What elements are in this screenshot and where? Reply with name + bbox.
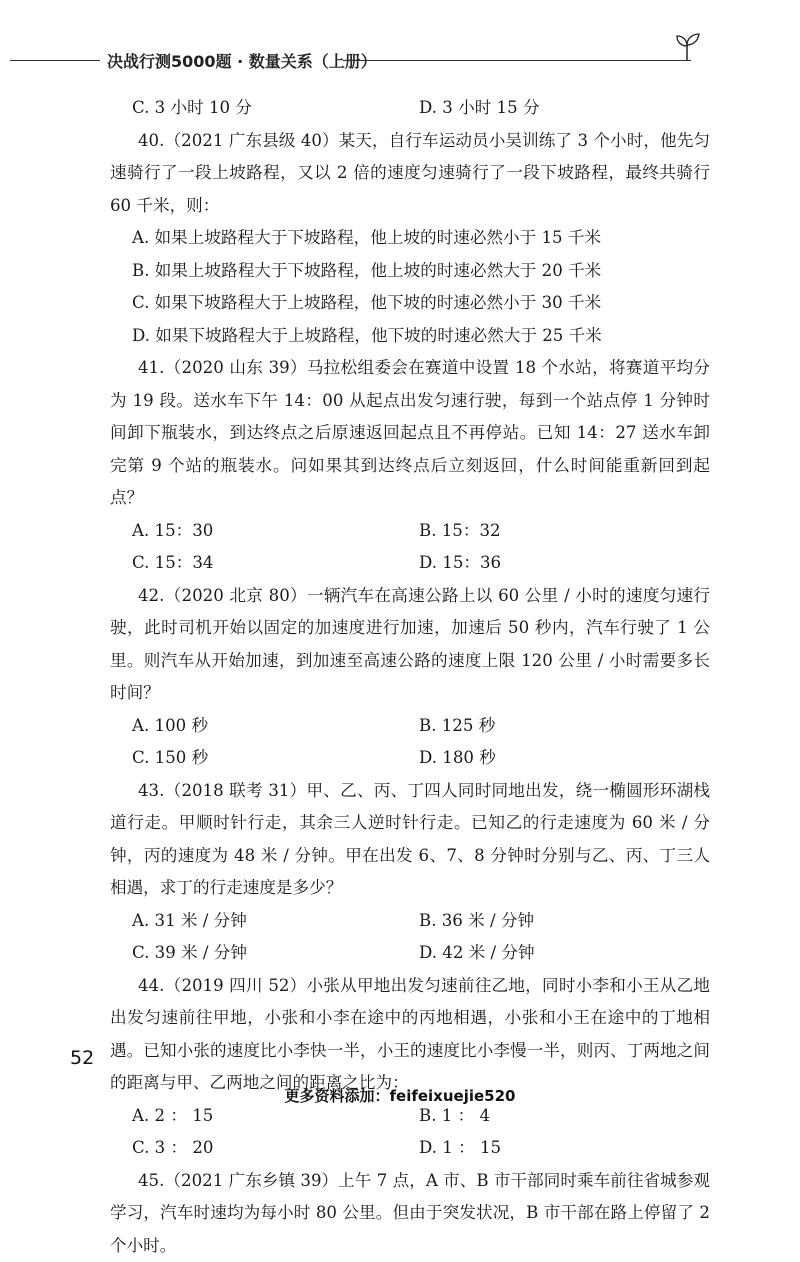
question-40-text: 40.（2021 广东县级 40）某天，自行车运动员小吴训练了 3 个小时，他先匀速骑行了一段上坡路程，又以 2 倍的速度匀速骑行了一段下坡路程，最终共骑行 60 千米，则： [110, 131, 710, 215]
question-41 [110, 352, 710, 515]
q42-options-row-1 [110, 710, 710, 743]
options-row [110, 92, 710, 125]
q44-option-c: C. 3 ： 20 [110, 1132, 397, 1165]
q41-option-a: A. 15：30 [110, 515, 397, 548]
q41-option-c: C. 15：34 [110, 547, 397, 580]
q42-option-d: D. 180 秒 [397, 742, 496, 775]
q43-option-a: A. 31 米 / 分钟 [110, 905, 397, 938]
q44-option-a: A. 2 ： 15 [110, 1100, 397, 1133]
q40-option-b: B. 如果上坡路程大于下坡路程，他上坡的时速必然大于 20 千米 [110, 255, 710, 288]
question-43-text: 43.（2018 联考 31）甲、乙、丙、丁四人同时同地出发，绕一椭圆形环湖栈道行走。甲顺时针行走，其余三人逆时针行走。已知乙的行走速度为 60 米 / 分钟，丙的速度为 48 米 / 分钟。甲在出发 6、7、8 分钟时分别与乙、丙、丁三人相遇，求丁的行走速度是多少？ [110, 781, 710, 898]
q40-option-c: C. 如果下坡路程大于上坡路程，他下坡的时速必然小于 30 千米 [110, 287, 710, 320]
question-45-text: 45.（2021 广东乡镇 39）上午 7 点，A 市、B 市干部同时乘车前往省城参观学习，汽车时速均为每小时 80 公里。但由于突发状况，B 市干部在路上停留了 2 个小时。 [110, 1171, 710, 1255]
header-rule-left [10, 60, 100, 61]
q41-options-row-1 [110, 515, 710, 548]
q43-option-b: B. 36 米 / 分钟 [397, 905, 534, 938]
q42-option-c: C. 150 秒 [110, 742, 397, 775]
q42-options-row-2 [110, 742, 710, 775]
q44-option-b: B. 1 ： 4 [397, 1100, 490, 1133]
q43-options-row-1 [110, 905, 710, 938]
q41-option-d: D. 15：36 [397, 547, 501, 580]
q44-option-d: D. 1 ： 15 [397, 1132, 501, 1165]
question-42-text: 42.（2020 北京 80）一辆汽车在高速公路上以 60 公里 / 小时的速度匀速行驶，此时司机开始以固定的加速度进行加速，加速后 50 秒内，汽车行驶了 1 公里。则汽车从开始加速，到加速至高速公路的速度上限 120 公里 / 小时需要多长时间？ [110, 586, 710, 703]
q43-option-c: C. 39 米 / 分钟 [110, 937, 397, 970]
sprout-icon [670, 32, 704, 62]
q42-option-b: B. 125 秒 [397, 710, 495, 743]
question-44-text: 44.（2019 四川 52）小张从甲地出发匀速前往乙地，同时小李和小王从乙地出发匀速前往甲地，小张和小李在途中的丙地相遇，小张和小王在途中的丁地相遇。已知小张的速度比小李快一半，小王的速度比小李慢一半，则丙、丁两地之间的距离与甲、乙两地之间的距离之比为： [110, 976, 710, 1093]
q43-options-row-2 [110, 937, 710, 970]
question-42 [110, 580, 710, 710]
question-43 [110, 775, 710, 905]
q40-option-a: A. 如果上坡路程大于下坡路程，他上坡的时速必然小于 15 千米 [110, 222, 710, 255]
question-45 [110, 1165, 710, 1262]
header-rule-right [343, 60, 691, 61]
question-41-text: 41.（2020 山东 39）马拉松组委会在赛道中设置 18 个水站，将赛道平均分为 19 段。送水车下午 14：00 从起点出发匀速行驶，每到一个站点停 1 分钟时间卸下瓶装水，到达终点之后原速返回起点且不再停站。已知 14：27 送水车卸完第 9 个站的瓶装水。问如果其到达终点后立刻返回，什么时间能重新回到起点？ [110, 358, 710, 507]
option-c: C. 3 小时 10 分 [110, 92, 397, 125]
q41-option-b: B. 15：32 [397, 515, 501, 548]
option-d: D. 3 小时 15 分 [397, 92, 540, 125]
q41-options-row-2 [110, 547, 710, 580]
running-header-title: 决战行测5000题 · 数量关系（上册） [107, 49, 377, 72]
q43-option-d: D. 42 米 / 分钟 [397, 937, 535, 970]
question-40 [110, 125, 710, 223]
footer-note: 更多资料添加：feifeixuejie520 [0, 1085, 800, 1106]
q44-options-row-2 [110, 1132, 710, 1165]
page-number: 52 [70, 1047, 94, 1069]
q40-option-d: D. 如果下坡路程大于上坡路程，他下坡的时速必然大于 25 千米 [110, 320, 710, 353]
question-44 [110, 970, 710, 1100]
q42-option-a: A. 100 秒 [110, 710, 397, 743]
